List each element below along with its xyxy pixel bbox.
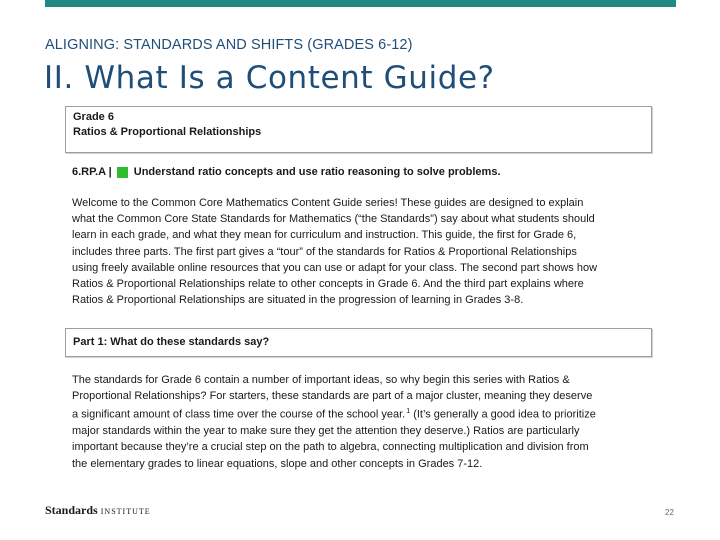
grade-box [65,106,652,153]
major-cluster-swatch [117,167,128,178]
content-guide-excerpt [65,106,652,476]
slide-title: II. What Is a Content Guide? [44,60,495,96]
intro-line: Welcome to the Common Core Mathematics Content Guide series! These guides are designed to explain [72,197,584,209]
footnote-marker: 1 [406,408,411,416]
body-paragraph [72,372,652,472]
intro-paragraph [72,195,652,308]
section-kicker: ALIGNING: STANDARDS AND SHIFTS (GRADES 6-12) [45,37,413,53]
body-line: important because they’re a crucial step on the path to algebra, connecting multiplication and division from [72,441,589,454]
body-line: The standards for Grade 6 contain a number of important ideas, so why begin this series with Ratios & [72,374,570,386]
intro-line: what the Common Core State Standards for Mathematics (“the Standards”) say about what students should [72,213,595,226]
grade-label: Grade 6 [73,111,114,123]
body-line: Proportional Relationships? For starters, these standards are part of a major cluster, meaning they deserve [72,390,593,403]
page-number: 22 [665,508,674,517]
intro-line: Ratios & Proportional Relationships relate to other concepts in Grade 6. And the third part explains where [72,278,584,291]
body-line-part: a significant amount of class time over the course of the school year. [72,409,406,422]
logo-sub-text: INSTITUTE [100,507,151,516]
intro-line: using freely available online resources that you can use or adapt for your class. The second part shows how [72,261,598,274]
domain-label: Ratios & Proportional Relationships [73,126,262,138]
standard-code: 6.RP.A | [72,166,112,178]
intro-line: learn in each grade, and what they mean for curriculum and instruction. This guide, the first for Grade 6, [72,229,577,242]
standard-text: Understand ratio concepts and use ratio reasoning to solve problems. [133,166,501,178]
body-line: major standards within the year to make sure they get the attention they deserve.) Ratios are particularly [72,425,580,438]
top-accent-bar [45,0,676,7]
part-heading: Part 1: What do these standards say? [73,336,270,348]
body-line: the elementary grades to linear equations, slope and other concepts in Grades 7-12. [72,457,483,470]
intro-line: includes three parts. The first part gives a “tour” of the standards for Ratios & Proportional Relationships [72,245,577,258]
body-line [72,404,652,423]
intro-line: Ratios & Proportional Relationships are situated in the progression of learning in Grades 3-8. [72,294,524,307]
standards-institute-logo [45,503,151,518]
standard-row [72,166,501,178]
body-line-part: (It’s generally a good idea to prioritize [410,409,596,422]
part-heading-box [65,328,652,357]
logo-main-text: Standards [45,503,98,517]
